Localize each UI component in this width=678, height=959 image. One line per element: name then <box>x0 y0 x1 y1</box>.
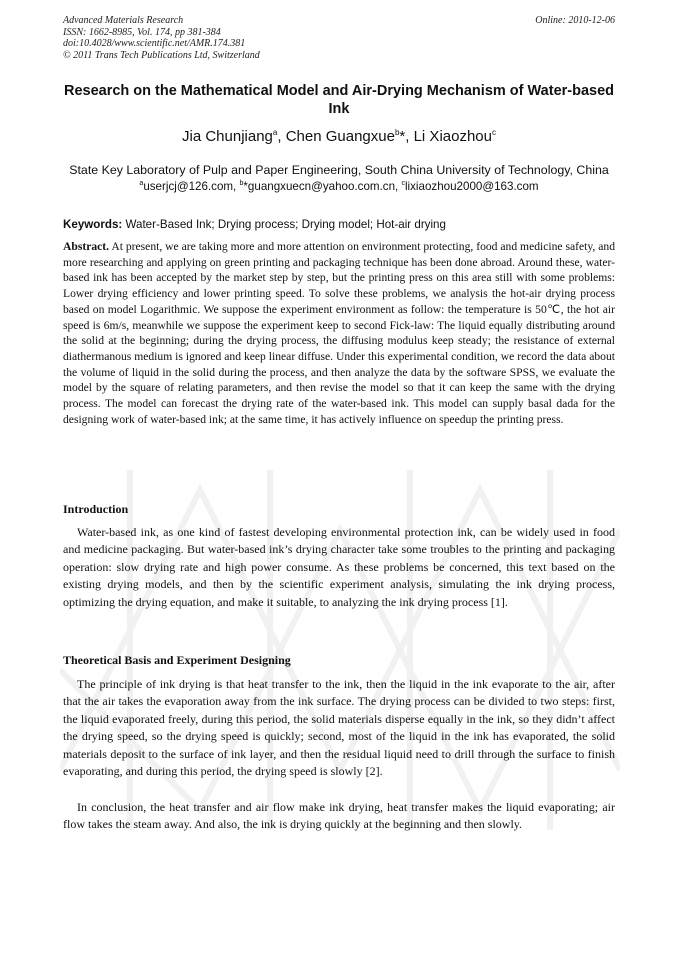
email-list <box>63 179 615 194</box>
journal-copyright: © 2011 Trans Tech Publications Ltd, Switzerland <box>63 49 260 61</box>
abstract-label: Abstract. <box>63 240 110 253</box>
author-1-affil-mark: a <box>272 128 278 137</box>
section-title-theory: Theoretical Basis and Experiment Designing <box>63 653 291 667</box>
journal-header <box>63 15 615 61</box>
author-3: Li Xiaozhou <box>413 128 492 145</box>
author-2: Chen Guangxue <box>285 128 395 145</box>
paper-title: Research on the Mathematical Model and Air-Drying Mechanism of Water-based Ink <box>63 83 615 117</box>
section-title-introduction: Introduction <box>63 502 129 516</box>
journal-name: Advanced Materials Research <box>63 15 184 26</box>
email-b-mark: b <box>239 180 244 188</box>
affiliation: State Key Laboratory of Pulp and Paper Engineering, South China University of Technology, China <box>69 163 609 177</box>
keywords-text: Water-Based Ink; Drying process; Drying model; Hot-air drying <box>122 218 446 231</box>
author-separator: , <box>405 128 414 145</box>
author-3-affil-mark: c <box>492 128 496 137</box>
author-1: Jia Chunjiang <box>182 128 273 145</box>
author-separator: , <box>277 128 286 145</box>
author-list <box>63 128 615 146</box>
online-date: Online: 2010-12-06 <box>535 15 615 26</box>
email-c-mark: c <box>401 180 405 188</box>
email-a[interactable]: userjcj@126.com, <box>143 180 240 193</box>
keywords <box>63 217 615 232</box>
abstract-text: At present, we are taking more and more attention on environment protecting, food and medicine safety, and more researching and applying on green printing and packaging technique has been done abroad. Around these, water-based ink has been accepted by the market step by step, but the printing press on this area still with some problems: Lower drying efficiency and lower printing speed. To solve these problems, we analysis the hot-air drying process based on model Logarithmic. We suppose the experiment environment as follow: the temperature is 50℃, the hot air speed is 6m/s, meanwhile we suppose the experiment keep to second Fick-law: The liquid equally distributing around the solid at the beginning; during the drying process, the diffusing modulus keep steady; the resistance of external diathermanous medium is ignored and keep linear diffuse. Under this experimental condition, we record the data about the volume of liquid in the solid during the process, and then analyze the data by the software SPSS, we evaluate the model by the square of relating parameters, and then revise the model so that it can keep the same with the drying process. The model can forecast the drying rate of the water-based ink. This model can supply basal dada for the designing work of water-based ink; at the same time, it has actively influence on speedup the printing press. <box>63 240 615 426</box>
theory-paragraph-1: The principle of ink drying is that heat transfer to the ink, then the liquid in the ink evaporate to the air, after that the air takes the evaporation away from the ink surface. The drying process can be divided to two steps: first, the liquid evaporated freely, during this period, the solid materials disperse equally in the ink, so they didn’t affect the drying speed, so the drying speed is quickly; second, most of the liquid in the ink has evaporated, the solid materials deposit to the surface of ink layer, and then the residual liquid need to drill through the surface to finish evaporating, and during this period, the drying speed is slowly [2]. <box>63 677 615 779</box>
keywords-label: Keywords: <box>63 218 123 231</box>
theory-paragraph-2: In conclusion, the heat transfer and air flow make ink drying, heat transfer makes the liquid evaporating; air flow takes the steam away. And also, the ink is drying quickly at the beginning and then slowly. <box>63 800 615 832</box>
author-2-affil-mark: b <box>394 128 400 137</box>
email-b[interactable]: *guangxuecn@yahoo.com.cn, <box>243 180 402 193</box>
journal-doi[interactable]: doi:10.4028/www.scientific.net/AMR.174.381 <box>63 38 246 49</box>
email-a-mark: a <box>139 180 144 188</box>
abstract <box>63 239 615 427</box>
email-c[interactable]: lixiaozhou2000@163.com <box>404 180 539 193</box>
corresponding-mark: * <box>399 128 406 145</box>
intro-paragraph: Water-based ink, as one kind of fastest developing environmental protection ink, can be widely used in food and medicine packaging. But water-based ink’s drying character take some troubles to the printing and packaging operation: slow drying rate and high power consume. As these problems be concerned, this text based on the existing drying models, and then by the scientific experiment analysis, simulating the ink drying process, optimizing the drying equation, and make it suitable, to analyzing the ink drying process [1]. <box>63 525 615 609</box>
journal-issn: ISSN: 1662-8985, Vol. 174, pp 381-384 <box>63 26 221 38</box>
